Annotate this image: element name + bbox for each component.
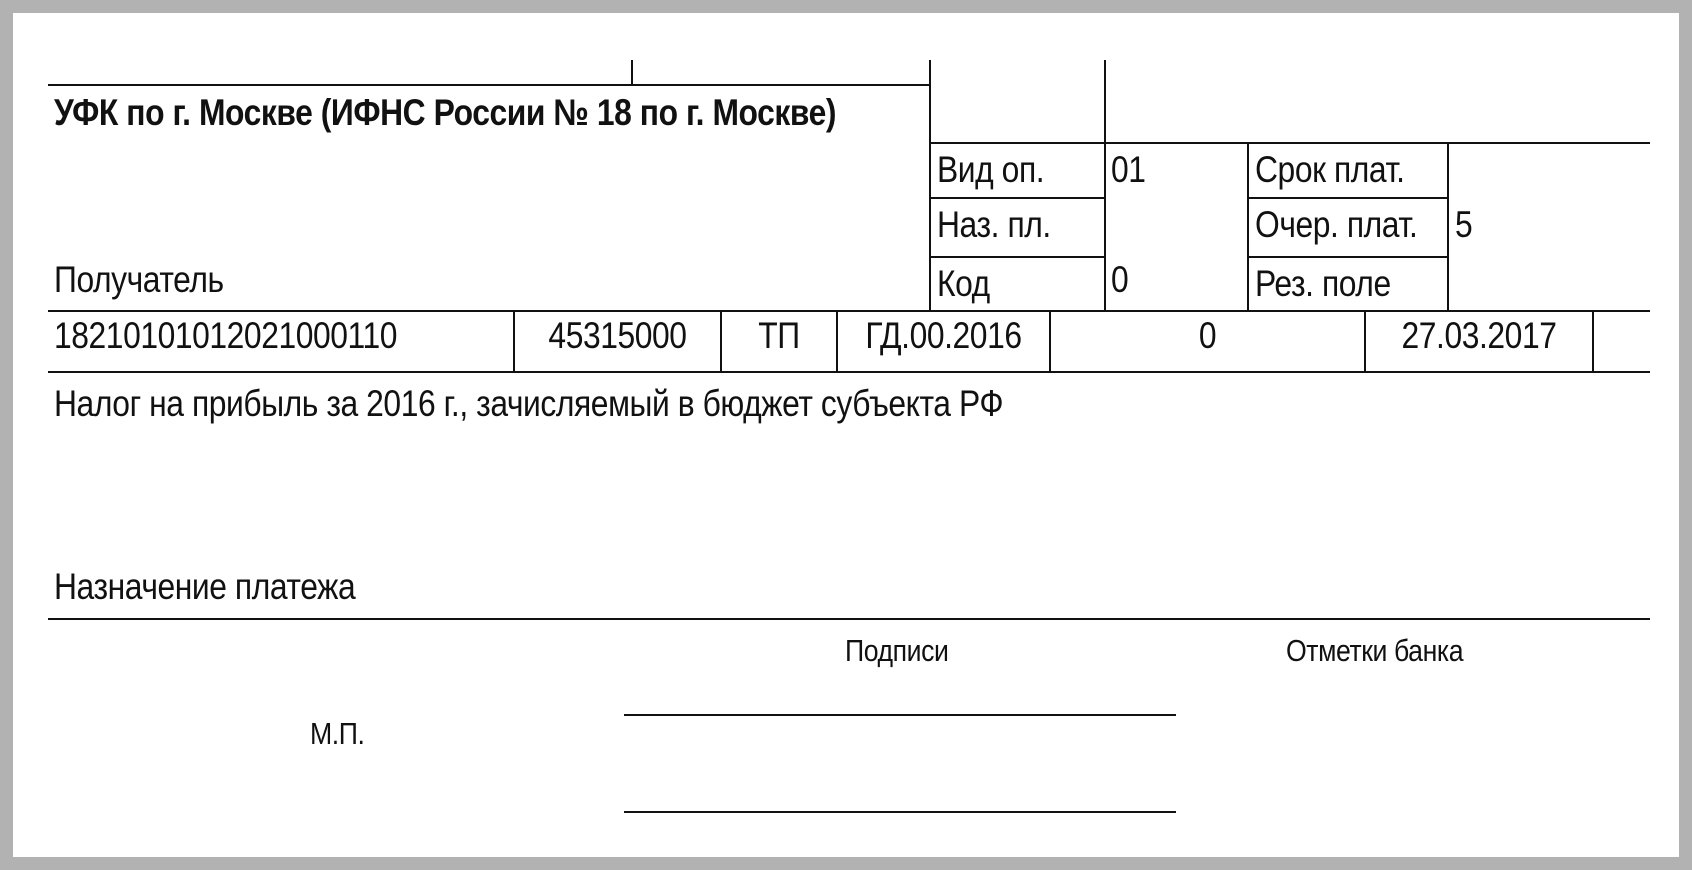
- ocher-plat-value: 5: [1455, 204, 1473, 245]
- doc-number-value: 0: [1198, 315, 1217, 356]
- purpose-label: Назначение платежа: [54, 566, 356, 607]
- doc-date-value: 27.03.2017: [1401, 315, 1557, 356]
- divider: [631, 60, 633, 85]
- basis-value: ТП: [758, 315, 800, 356]
- divider: [1247, 256, 1449, 258]
- divider: [1447, 142, 1449, 312]
- rez-pole-label: Рез. поле: [1255, 263, 1391, 304]
- divider: [1592, 310, 1594, 373]
- divider: [1247, 142, 1249, 312]
- divider: [48, 310, 1650, 312]
- stamp-label: М.П.: [310, 716, 365, 751]
- divider: [1049, 310, 1051, 373]
- bank-marks-label: Отметки банка: [1286, 633, 1464, 668]
- divider: [929, 256, 1106, 258]
- kod-label: Код: [937, 263, 990, 304]
- divider: [1247, 197, 1449, 199]
- naz-pl-label: Наз. пл.: [937, 204, 1051, 245]
- recipient-label: Получатель: [54, 259, 224, 300]
- signatures-label: Подписи: [845, 633, 949, 668]
- divider: [48, 84, 931, 86]
- divider: [929, 60, 931, 312]
- vid-op-label: Вид оп.: [937, 149, 1045, 190]
- divider: [48, 371, 1650, 373]
- kod-value: 0: [1111, 259, 1129, 300]
- divider: [513, 310, 515, 373]
- divider: [836, 310, 838, 373]
- oktmo-value: 45315000: [548, 315, 687, 356]
- divider: [929, 142, 1650, 144]
- signature-line: [624, 714, 1176, 716]
- divider: [1104, 60, 1106, 312]
- divider: [720, 310, 722, 373]
- purpose-text: Налог на прибыль за 2016 г., зачисляемый в бюджет субъекта РФ: [54, 383, 1004, 424]
- kbk-value: 18210101012021000110: [54, 315, 397, 356]
- period-value: ГД.00.2016: [865, 315, 1022, 356]
- vid-op-value: 01: [1111, 149, 1146, 190]
- srok-plat-label: Срок плат.: [1255, 149, 1405, 190]
- signature-line: [624, 811, 1176, 813]
- recipient-name: УФК по г. Москве (ИФНС России № 18 по г. Москве): [54, 92, 837, 133]
- divider: [1364, 310, 1366, 373]
- ocher-plat-label: Очер. плат.: [1255, 204, 1418, 245]
- divider: [929, 197, 1106, 199]
- divider: [48, 618, 1650, 620]
